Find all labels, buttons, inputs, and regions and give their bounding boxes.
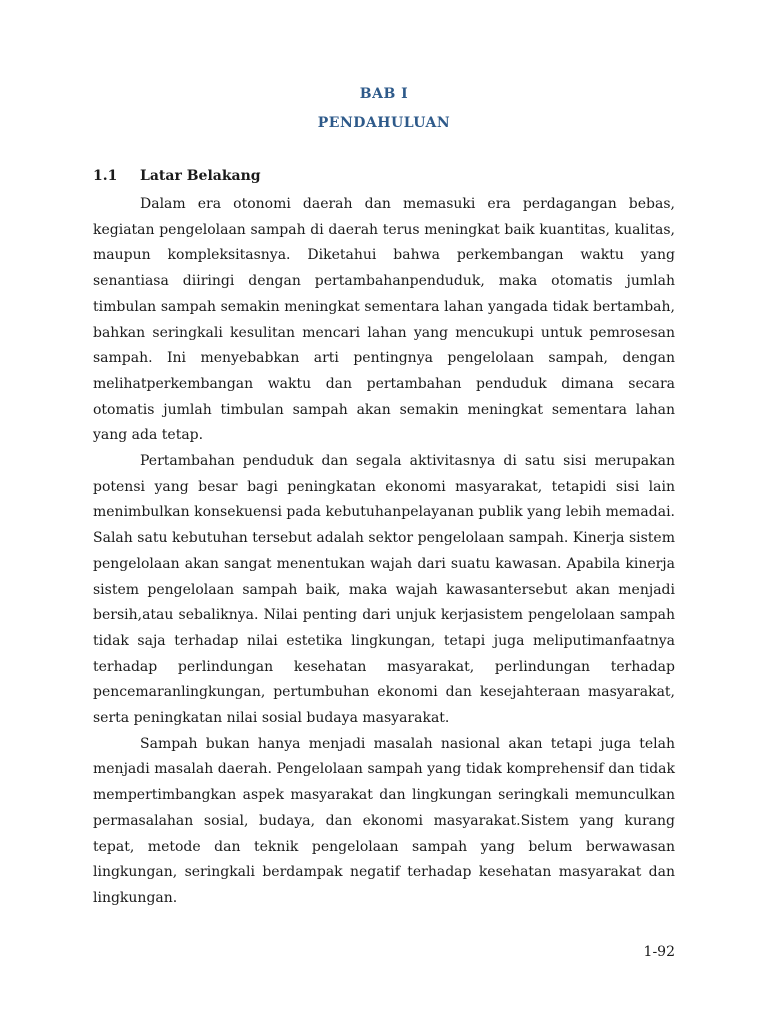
chapter-label: BAB I xyxy=(359,86,409,102)
paragraph: Pertambahan penduduk dan segala aktivitasnya di satu sisi merupakan potensi yang besar bagi peningkatan ekonomi masyarakat, tetapidi sisi lain menimbulkan konsekuensi pada kebutuhanpelayanan publik yang lebih memadai. Salah satu kebutuhan tersebut adalah sektor pengelolaan sampah. Kinerja sistem pengelolaan akan sangat menentukan wajah dari suatu kawasan. Apabila kinerja sistem pengelolaan sampah baik, maka wajah kawasantersebut akan menjadi bersih,atau sebaliknya. Nilai penting dari unjuk kerjasistem pengelolaan sampah tidak saja terhadap nilai estetika lingkungan, tetapi juga meliputimanfaatnya terhadap perlindungan kesehatan masyarakat, perlindungan terhadap pencemaranlingkungan, pertumbuhan ekonomi dan kesejahteraan masyarakat, serta peningkatan nilai sosial budaya masyarakat. xyxy=(93,453,675,727)
body-text xyxy=(93,192,675,912)
paragraph: Dalam era otonomi daerah dan memasuki era perdagangan bebas, kegiatan pengelolaan sampah di daerah terus meningkat baik kuantitas, kualitas, maupun kompleksitasnya. Diketahui bahwa perkembangan waktu yang senantiasa diiringi dengan pertambahanpenduduk, maka otomatis jumlah timbulan sampah semakin meningkat sementara lahan yangada tidak bertambah, bahkan seringkali kesulitan mencari lahan yang mencukupi untuk pemrosesan sampah. Ini menyebabkan arti pentingnya pengelolaan sampah, dengan melihatperkembangan waktu dan pertambahan penduduk dimana secara otomatis jumlah timbulan sampah akan semakin meningkat sementara lahan yang ada tetap. xyxy=(93,196,675,444)
section-title: Latar Belakang xyxy=(140,168,261,184)
paragraph: Sampah bukan hanya menjadi masalah nasional akan tetapi juga telah menjadi masalah daerah. Pengelolaan sampah yang tidak komprehensif dan tidak mempertimbangkan aspek masyarakat dan lingkungan seringkali memunculkan permasalahan sosial, budaya, dan ekonomi masyarakat.Sistem yang kurang tepat, metode dan teknik pengelolaan sampah yang belum berwawasan lingkungan, seringkali berdampak negatif terhadap kesehatan masyarakat dan lingkungan. xyxy=(93,735,675,906)
page-number: 1-92 xyxy=(643,944,675,960)
chapter-title: PENDAHULUAN xyxy=(317,115,451,131)
section-number: 1.1 xyxy=(93,168,118,184)
section-heading xyxy=(93,168,261,184)
